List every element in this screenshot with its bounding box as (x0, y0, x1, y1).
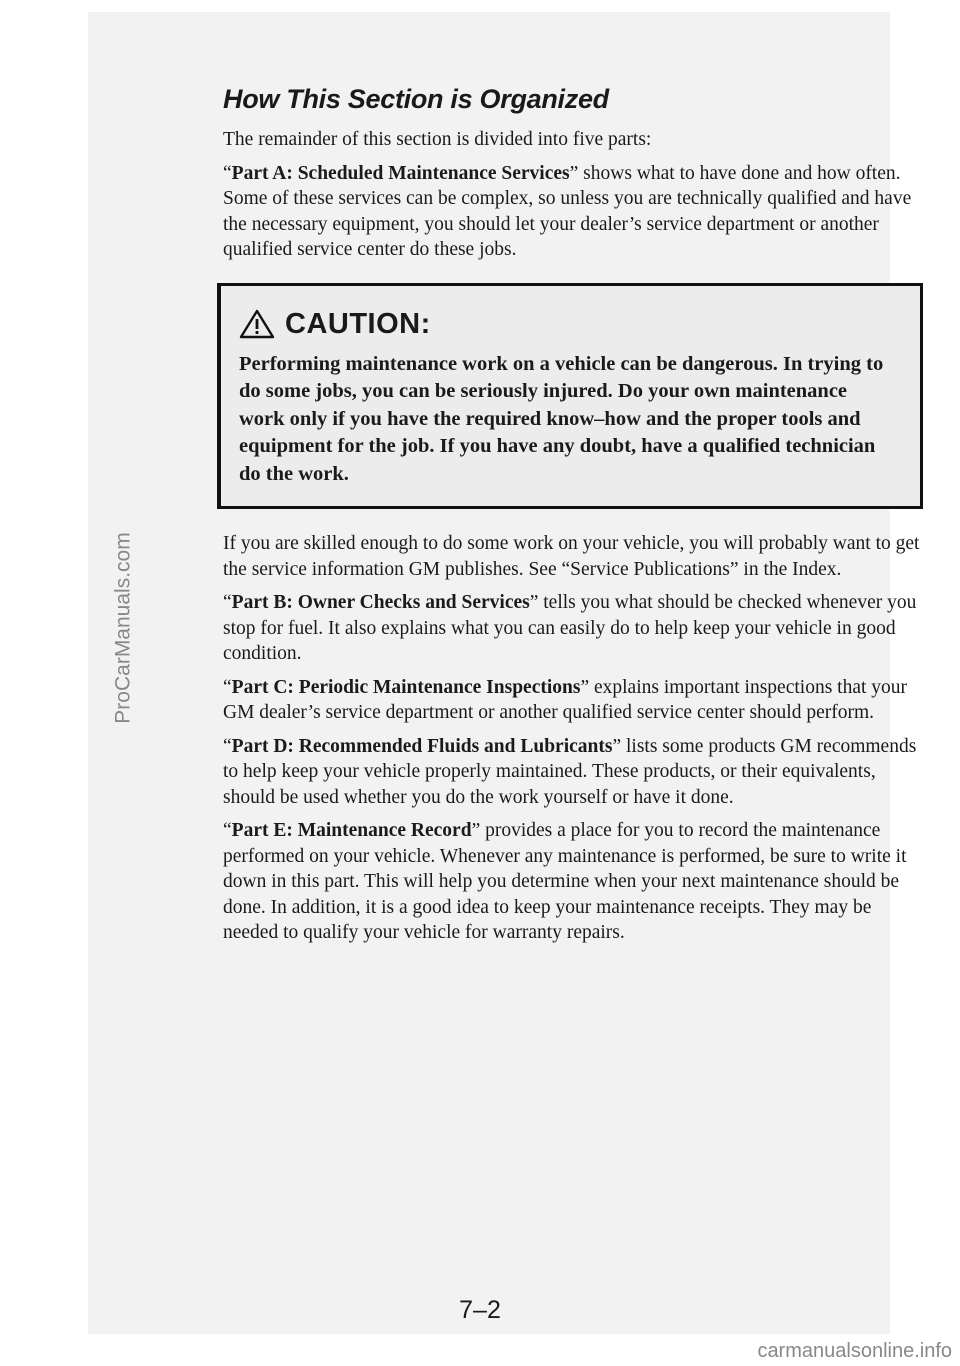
close-quote: ” (580, 676, 590, 698)
part-e-paragraph (223, 818, 928, 946)
part-b-text: tells you what should be checked whenever you stop for fuel. It also explains what you can easily do to help keep your vehicle in good condition. (223, 592, 917, 664)
warning-triangle-icon (239, 308, 275, 340)
open-quote: “ (223, 820, 232, 841)
close-quote: ” (569, 162, 579, 184)
part-c-title: Part C: Periodic Maintenance Inspections (231, 676, 581, 698)
skilled-paragraph: If you are skilled enough to do some work on your vehicle, you will probably want to get the service information GM publishes. See “Service Publications” in the Index. (223, 533, 920, 580)
caution-header (239, 308, 896, 341)
manual-page (88, 12, 920, 1334)
side-watermark (104, 508, 144, 748)
close-quote: ” (529, 592, 539, 613)
caution-label: CAUTION: (285, 307, 431, 340)
open-quote: “ (223, 735, 232, 757)
caution-box (217, 283, 923, 510)
caution-text: Performing maintenance work on a vehicle can be dangerous. In trying to do some jobs, you can be seriously injured. Do your own maintenance work only if you have the required know–how and the proper tools and equipment for the job. If you have any doubt, have a qualified technician do the work. (239, 352, 884, 485)
open-quote: “ (223, 162, 232, 184)
open-quote: “ (223, 676, 232, 698)
part-d-paragraph (223, 734, 928, 811)
part-e-text: provides a place for you to record the maintenance performed on your vehicle. Whenever any maintenance is performed, be sure to write it down in this part. This will help you determine when your next maintenance should be done. In addition, it is a good idea to keep your maintenance receipts. They may be needed to qualify your vehicle for warranty repairs. (223, 820, 907, 943)
part-a-text: shows what to have done and how often. Some of these services can be complex, so unless you are technically qualified and have the necessary equipment, you should let your dealer’s service department or another qualified service center do these jobs. (223, 162, 912, 260)
part-b-paragraph (223, 590, 928, 667)
part-c-text: explains important inspections that your GM dealer’s service department or another qualified service center should perform. (223, 676, 908, 723)
part-d-text: lists some products GM recommends to help keep your vehicle properly maintained. These products, or their equivalents, should be used whether you do the work yourself or have it done. (223, 735, 917, 808)
side-watermark-text: ProCarManuals.com (112, 532, 135, 724)
intro-paragraph: The remainder of this section is divided into five parts: (223, 129, 652, 150)
part-d-title: Part D: Recommended Fluids and Lubricants (231, 735, 613, 757)
section-heading: How This Section is Organized (223, 84, 609, 114)
bottom-watermark: carmanualsonline.info (757, 1340, 952, 1362)
close-quote: ” (471, 820, 481, 841)
part-e-title: Part E: Maintenance Record (231, 820, 472, 841)
part-a-paragraph (223, 161, 928, 263)
close-quote: ” (612, 735, 622, 757)
part-b-title: Part B: Owner Checks and Services (231, 592, 530, 613)
page-content (223, 84, 928, 954)
open-quote: “ (223, 592, 232, 613)
part-a-title: Part A: Scheduled Maintenance Services (231, 162, 570, 184)
page-number: 7–2 (459, 1296, 501, 1324)
part-c-paragraph (223, 675, 928, 726)
